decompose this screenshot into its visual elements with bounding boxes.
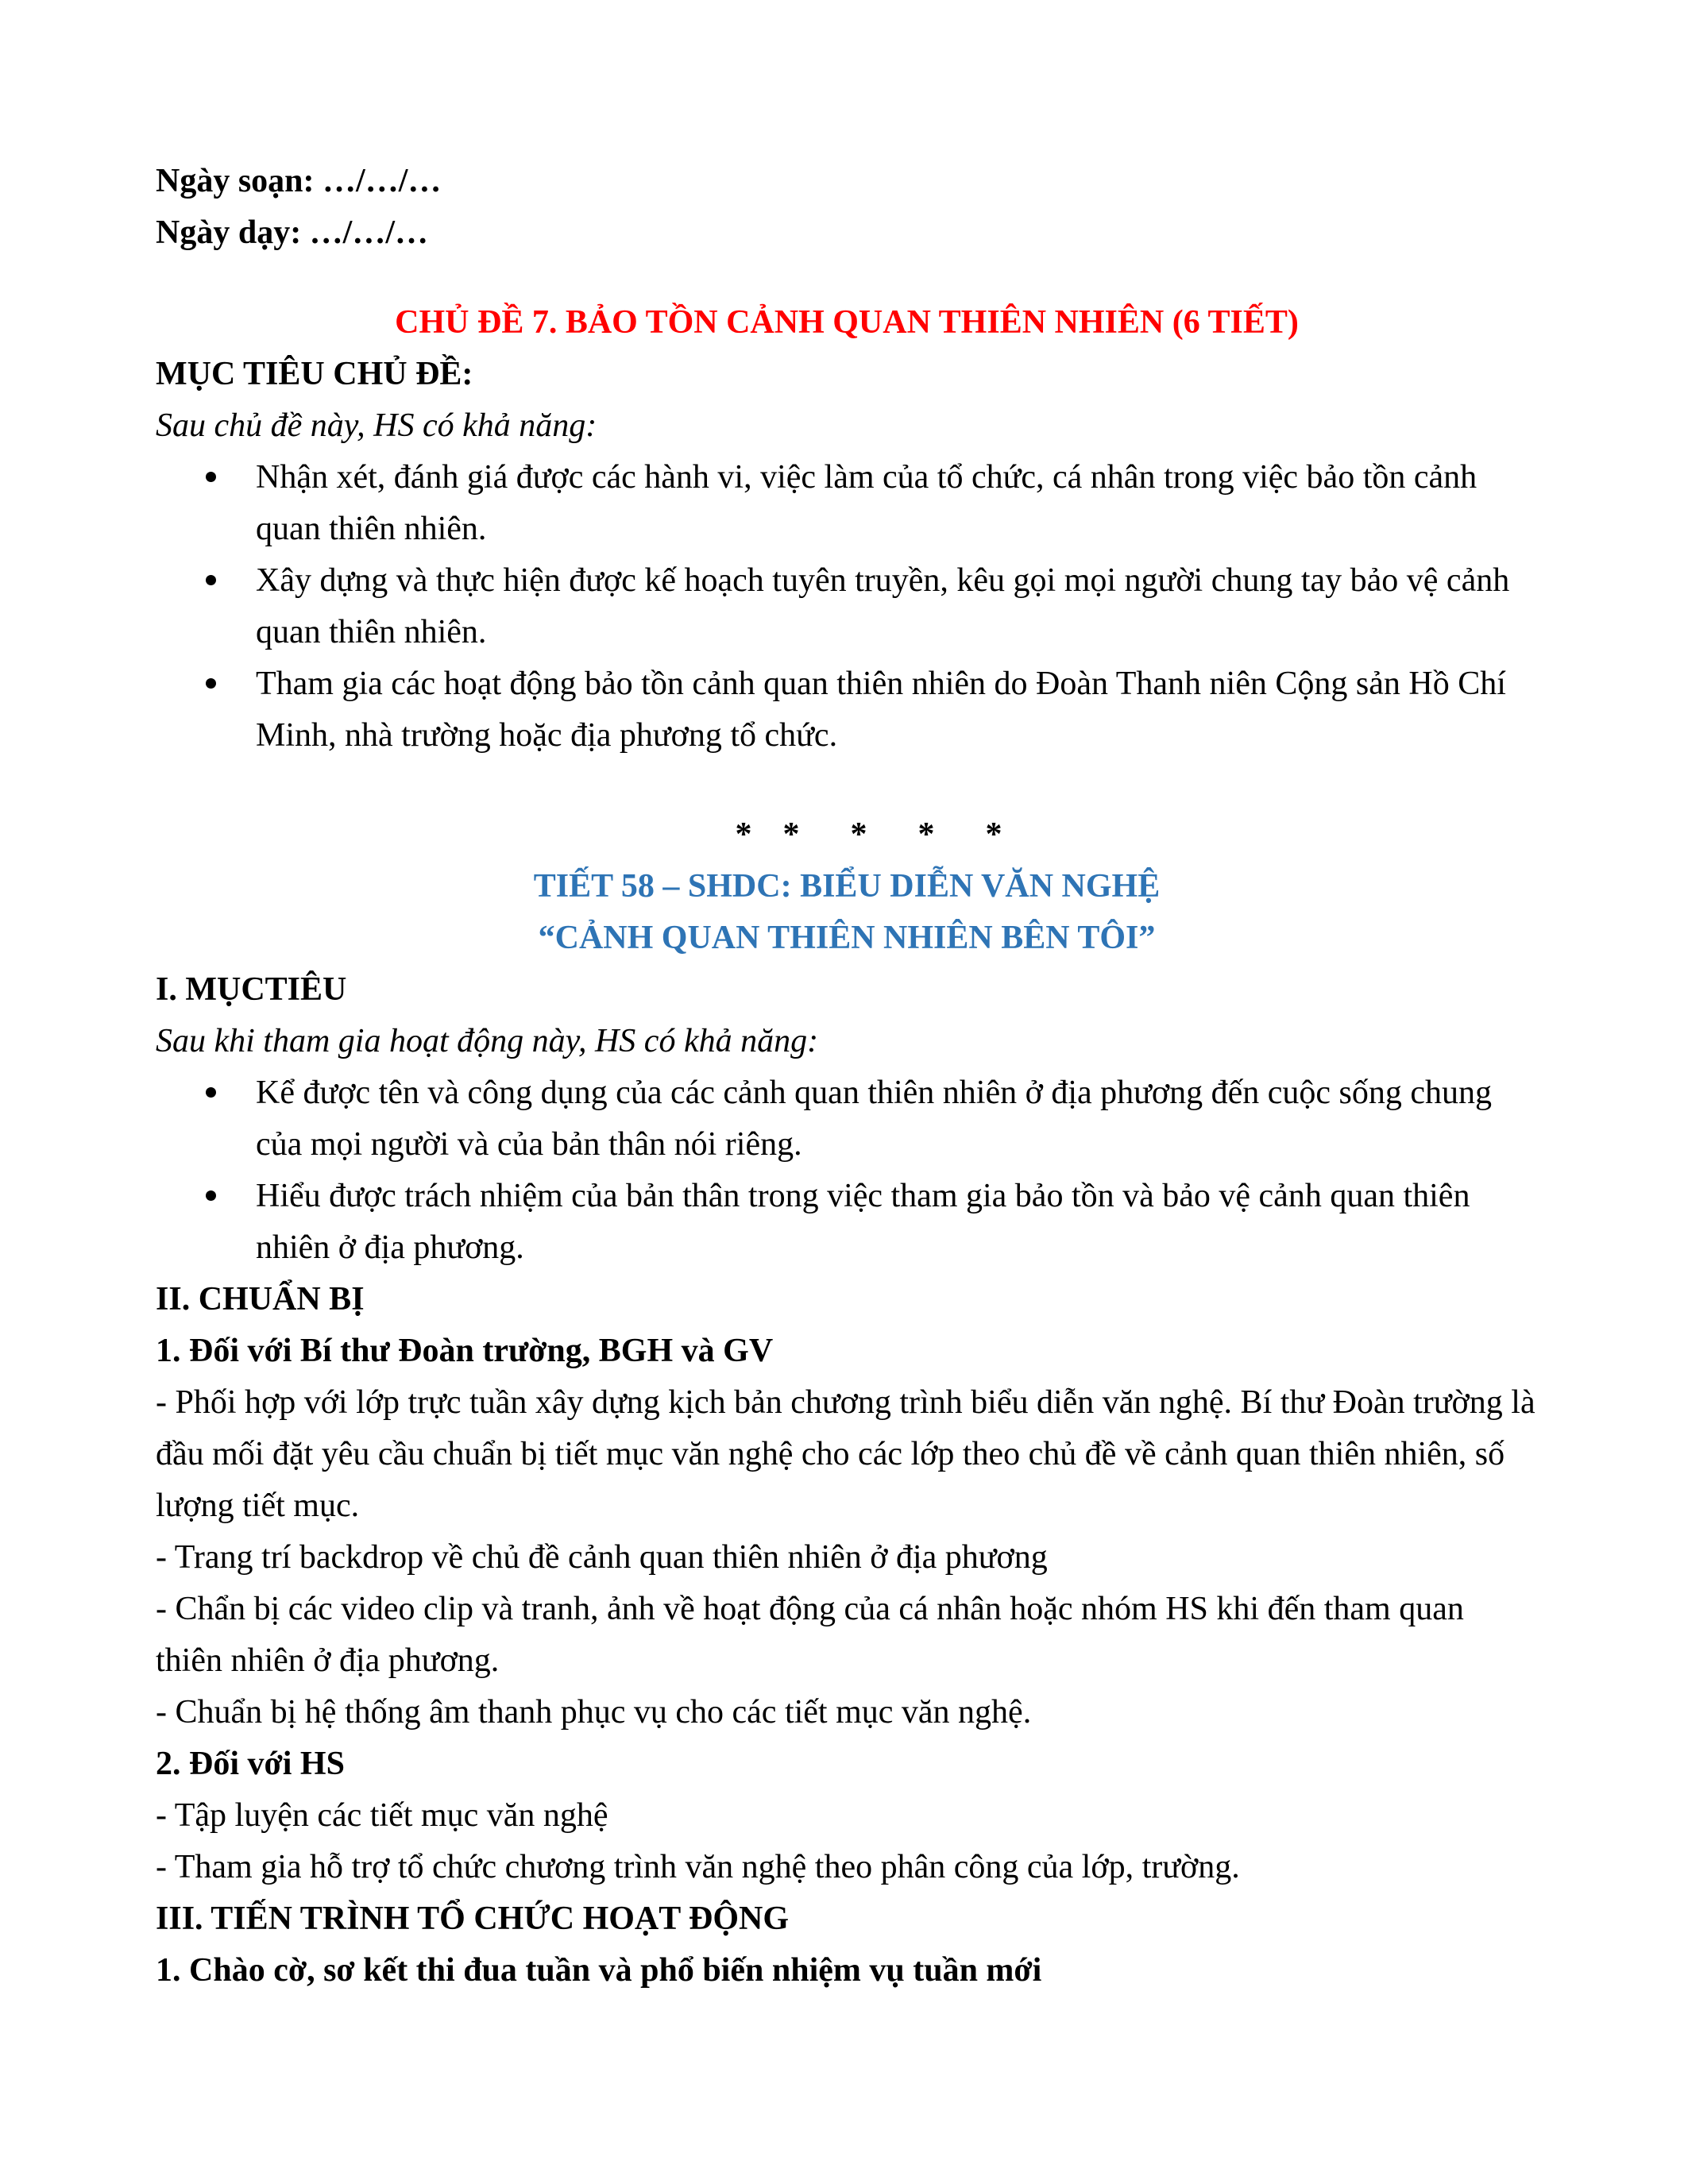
objectives-heading: MỤC TIÊU CHỦ ĐỀ: [156,356,473,392]
spacer [156,762,1538,809]
lesson-subtitle: “CẢNH QUAN THIÊN NHIÊN BÊN TÔI” [538,920,1156,956]
subsection-heading: 1. Đối với Bí thư Đoàn trường, BGH và GV [156,1333,774,1369]
list-item [156,452,1538,555]
objectives-list [156,452,1538,762]
objectives-intro: Sau chủ đề này, HS có khả năng: [156,407,597,444]
list-item-text: Xây dựng và thực hiện được kế hoạch tuyên truyền, kêu gọi mọi người chung tay bảo vệ cảnh quan thiên nhiên. [256,562,1510,650]
section-heading: I. MỤCTIÊU [156,971,347,1008]
paragraph: - Phối hợp với lớp trực tuần xây dựng kịch bản chương trình biểu diễn văn nghệ. Bí thư Đoàn trường là đầu mối đặt yêu cầu chuẩn bị tiết mục văn nghệ cho các lớp theo chủ đề về cảnh quan thiên nhiên, số lượng tiết mục. [156,1384,1535,1524]
list-item [156,1171,1538,1274]
lesson-title: TIẾT 58 – SHDC: BIỂU DIỄN VĂN NGHỆ [533,868,1161,905]
separator-star: * [985,816,1002,853]
paragraph: - Trang trí backdrop về chủ đề cảnh quan thiên nhiên ở địa phương [156,1539,1048,1576]
paragraph: - Tham gia hỗ trợ tổ chức chương trình văn nghệ theo phân công của lớp, trường. [156,1849,1240,1885]
list-item-text: Kể được tên và công dụng của các cảnh quan thiên nhiên ở địa phương đến cuộc sống chung của mọi người và của bản thân nói riêng. [256,1075,1493,1163]
bullet-icon [206,575,216,585]
bullet-icon [206,1087,216,1098]
list-item-text: Nhận xét, đánh giá được các hành vi, việc làm của tổ chức, cá nhân trong việc bảo tồn cảnh quan thiên nhiên. [256,459,1477,547]
subsection-heading: 1. Chào cờ, sơ kết thi đua tuần và phổ biến nhiệm vụ tuần mới [156,1952,1042,1989]
subsection-heading: 2. Đối với HS [156,1746,345,1782]
bullet-icon [206,1190,216,1201]
separator-star: * [917,816,935,853]
paragraph: - Chẩn bị các video clip và tranh, ảnh về hoạt động của cá nhân hoặc nhóm HS khi đến tham quan thiên nhiên ở địa phương. [156,1591,1464,1679]
goals-list [156,1067,1538,1274]
bullet-icon [206,678,216,689]
separator-star: * [782,816,800,853]
teach-date: Ngày dạy: …/…/… [156,214,429,251]
section-heading: III. TIẾN TRÌNH TỔ CHỨC HOẠT ĐỘNG [156,1900,790,1937]
section-separator [156,809,1538,861]
list-item [156,1067,1538,1171]
bullet-icon [206,472,216,482]
topic-title: CHỦ ĐỀ 7. BẢO TỒN CẢNH QUAN THIÊN NHIÊN (6 TIẾT) [395,304,1299,341]
list-item [156,555,1538,658]
list-item [156,658,1538,762]
list-item-text: Hiểu được trách nhiệm của bản thân trong việc tham gia bảo tồn và bảo vệ cảnh quan thiên nhiên ở địa phương. [256,1178,1470,1266]
document-body [156,156,1538,1997]
paragraph: - Tập luyện các tiết mục văn nghệ [156,1797,608,1834]
separator-star: * [735,816,752,853]
list-item-text: Tham gia các hoạt động bảo tồn cảnh quan thiên nhiên do Đoàn Thanh niên Cộng sản Hồ Chí Minh, nhà trường hoặc địa phương tổ chức. [256,666,1506,754]
separator-star: * [850,816,867,853]
section-heading: II. CHUẨN BỊ [156,1281,365,1318]
paragraph: - Chuẩn bị hệ thống âm thanh phục vụ cho các tiết mục văn nghệ. [156,1694,1032,1731]
spacer [156,259,1538,297]
prep-date: Ngày soạn: …/…/… [156,163,442,199]
section-intro: Sau khi tham gia hoạt động này, HS có khả năng: [156,1023,819,1059]
